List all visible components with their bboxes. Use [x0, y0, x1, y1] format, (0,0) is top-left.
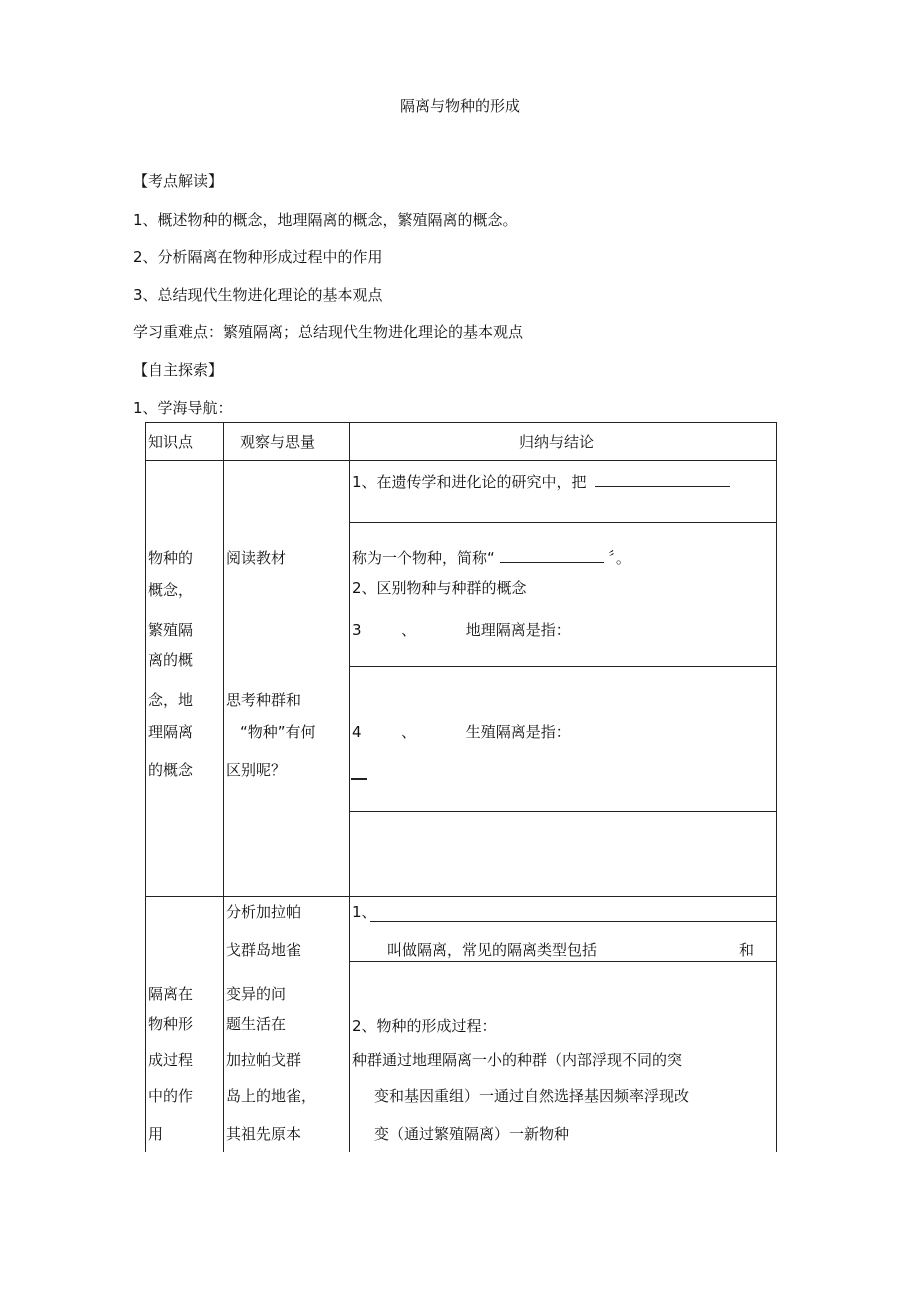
observation-line: 其祖先原本 [226, 1125, 302, 1143]
topic-line: 概念， [148, 581, 194, 599]
item-separator: 、 [401, 723, 417, 741]
table-col-divider-1 [223, 422, 224, 1152]
topic-line: 隔离在 [148, 985, 194, 1003]
topic-line: 离的概 [148, 651, 194, 669]
conclusion-item-2: 2、区别物种与种群的概念 [352, 579, 527, 597]
table-header-divider [145, 460, 777, 461]
page-title: 隔离与物种的形成 [399, 97, 520, 115]
formation-process-line: 变（通过繁殖隔离）一新物种 [374, 1125, 570, 1143]
observation-line: 思考种群和 [226, 691, 302, 709]
topic-line: 的概念 [148, 761, 194, 779]
topic-line: 念，地 [148, 691, 194, 709]
conclusion-divider-5 [349, 961, 777, 962]
conclusion-text: 称为一个物种，简称“ [352, 549, 495, 567]
formation-process-line: 变和基因重组）一通过自然选择基因频率浮现改 [374, 1087, 690, 1105]
conclusion-divider-2 [349, 666, 777, 667]
topic-line: 繁殖隔 [148, 621, 194, 639]
point-2: 2、分析隔离在物种形成过程中的作用 [133, 248, 383, 266]
table-border-top [145, 422, 777, 423]
observation-line: 区别呢？ [226, 761, 287, 779]
observation-line: 题生活在 [226, 1015, 287, 1033]
key-difficult-points: 学习重难点：繁殖隔离；总结现代生物进化理论的基本观点 [133, 323, 524, 341]
fill-blank[interactable] [500, 548, 604, 563]
point-3: 3、总结现代生物进化理论的基本观点 [133, 286, 383, 304]
header-observation: 观察与思量 [240, 433, 316, 451]
section-header-zizhu: 【自主探索】 [133, 361, 224, 379]
xuehai-label: 1、学海导航： [133, 399, 233, 417]
observation-line: “物种”有何 [240, 723, 316, 741]
isolation-definition: 叫做隔离，常见的隔离类型包括 [387, 941, 598, 959]
item-number: 4 [352, 723, 362, 741]
conclusion-divider-4 [370, 921, 777, 922]
topic-line: 中的作 [148, 1087, 194, 1105]
species-formation-title: 2、物种的形成过程： [352, 1017, 497, 1035]
topic-line: 物种的 [148, 549, 194, 567]
observation-line: 戈群岛地雀 [226, 941, 302, 959]
item-separator: 、 [401, 621, 417, 639]
conclusion-text: 〞。 [608, 549, 631, 567]
conclusion-divider-3 [349, 811, 777, 812]
topic-line: 理隔离 [148, 723, 194, 741]
conclusion-text: 地理隔离是指： [465, 621, 571, 639]
isolation-item-1: 1、 [352, 903, 377, 921]
item-number: 3 [352, 621, 362, 639]
header-topic: 知识点 [148, 433, 194, 451]
observation-read-textbook: 阅读教材 [226, 549, 287, 567]
conclusion-text: 生殖隔离是指： [465, 723, 571, 741]
observation-line: 变异的问 [226, 985, 287, 1003]
formation-process-line: 种群通过地理隔离一小的种群（内部浮现不同的突 [352, 1051, 683, 1069]
observation-line: 岛上的地雀， [226, 1087, 317, 1105]
conclusion-divider-1 [349, 522, 777, 523]
observation-line: 加拉帕戈群 [226, 1051, 302, 1069]
section-header-kaodian: 【考点解读】 [133, 172, 224, 190]
topic-line: 物种形 [148, 1015, 194, 1033]
short-blank-dash [351, 778, 367, 780]
isolation-and: 和 [739, 941, 755, 959]
header-conclusion: 归纳与结论 [519, 433, 595, 451]
table-border-right [776, 422, 777, 1152]
conclusion-item-4 [352, 722, 571, 742]
conclusion-item-1 [352, 472, 730, 492]
table-row-divider [145, 896, 777, 897]
conclusion-item-3 [352, 620, 571, 640]
table-col-divider-2 [349, 422, 350, 1152]
observation-line: 分析加拉帕 [226, 903, 302, 921]
fill-blank[interactable] [595, 472, 730, 487]
conclusion-text: 1、在遗传学和进化论的研究中，把 [352, 473, 587, 491]
point-1: 1、概述物种的概念，地理隔离的概念，繁殖隔离的概念。 [133, 211, 518, 229]
table-border-left [145, 422, 146, 1152]
topic-line: 成过程 [148, 1051, 194, 1069]
topic-line: 用 [148, 1125, 164, 1143]
conclusion-item-1-cont [352, 548, 631, 568]
